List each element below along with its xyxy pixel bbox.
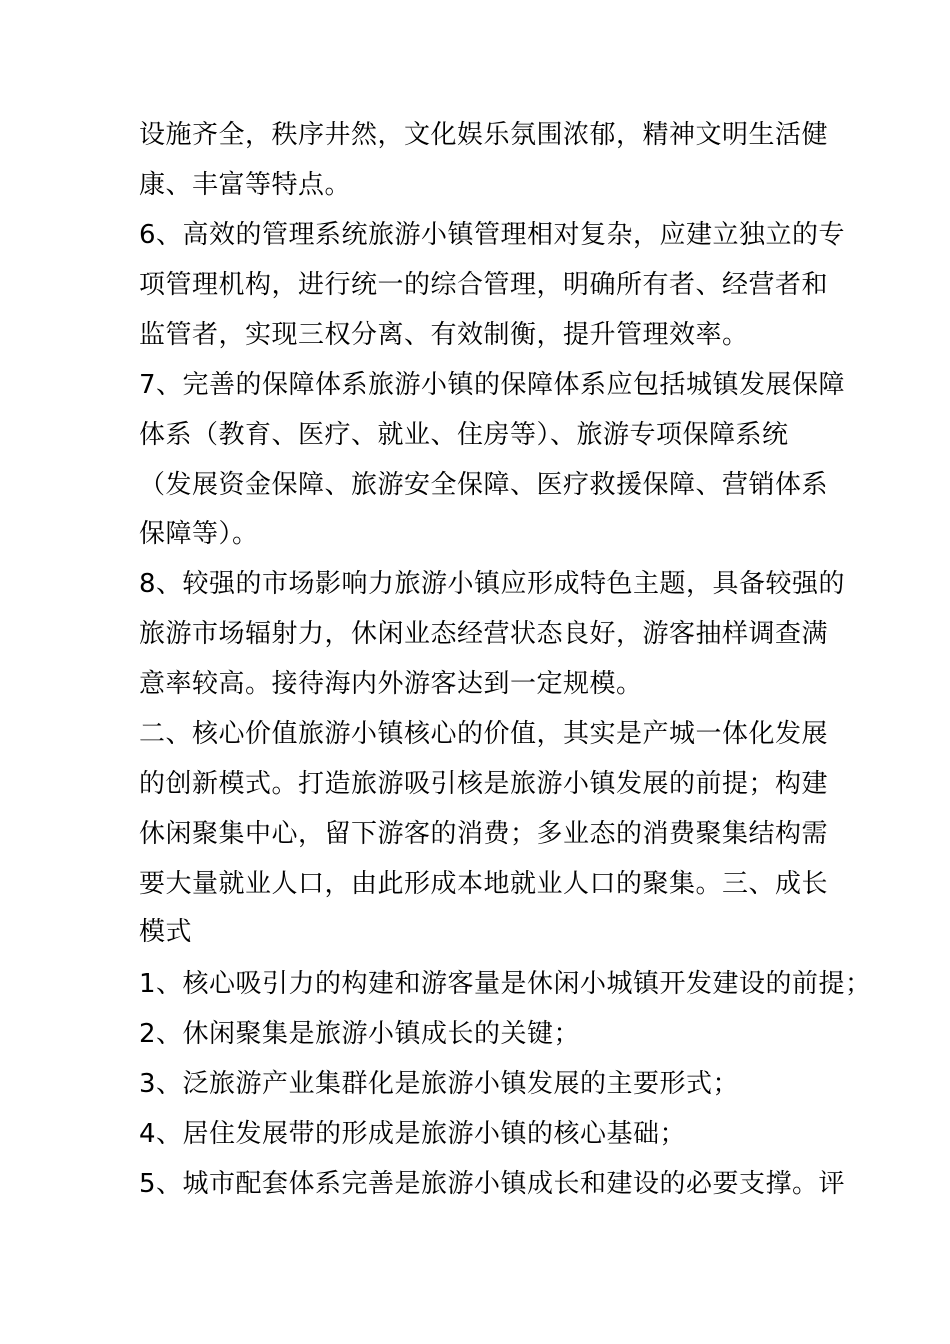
- text-line-12: 意率较高。接待海内外游客达到一定规模。: [139, 669, 643, 699]
- text-line-6: 7、完善的保障体系旅游小镇的保障体系应包括城镇发展保障: [139, 370, 846, 400]
- text-line-8: （发展资金保障、旅游安全保障、医疗救援保障、营销体系: [139, 470, 829, 500]
- text-line-19: 2、休闲聚集是旅游小镇成长的关键；: [139, 1019, 581, 1049]
- text-line-7: 体系（教育、医疗、就业、住房等）、旅游专项保障系统: [139, 420, 789, 450]
- text-line-9: 保障等）。: [139, 519, 259, 549]
- text-line-10: 8、较强的市场影响力旅游小镇应形成特色主题，具备较强的: [139, 569, 846, 599]
- text-line-2: 康、丰富等特点。: [139, 170, 352, 200]
- text-line-18: 1、核心吸引力的构建和游客量是休闲小城镇开发建设的前提；: [139, 969, 872, 999]
- text-line-4: 项管理机构，进行统一的综合管理，明确所有者、经营者和: [139, 270, 829, 300]
- text-line-22: 5、城市配套体系完善是旅游小镇成长和建设的必要支撑。评: [139, 1169, 846, 1199]
- text-line-5: 监管者，实现三权分离、有效制衡，提升管理效率。: [139, 320, 749, 350]
- text-line-16: 要大量就业人口，由此形成本地就业人口的聚集。三、成长: [139, 869, 829, 899]
- text-line-17: 模式: [139, 917, 193, 947]
- text-line-13: 二、核心价值旅游小镇核心的价值，其实是产城一体化发展: [139, 719, 829, 749]
- text-line-14: 的创新模式。打造旅游吸引核是旅游小镇发展的前提；构建: [139, 769, 829, 799]
- text-line-15: 休闲聚集中心，留下游客的消费；多业态的消费聚集结构需: [139, 819, 829, 849]
- text-line-11: 旅游市场辐射力，休闲业态经营状态良好，游客抽样调查满: [139, 619, 829, 649]
- text-line-21: 4、居住发展带的形成是旅游小镇的核心基础；: [139, 1119, 687, 1149]
- text-line-3: 6、高效的管理系统旅游小镇管理相对复杂，应建立独立的专: [139, 220, 846, 250]
- text-line-1: 设施齐全，秩序井然，文化娱乐氛围浓郁，精神文明生活健: [139, 120, 829, 150]
- text-line-20: 3、泛旅游产业集群化是旅游小镇发展的主要形式；: [139, 1069, 740, 1099]
